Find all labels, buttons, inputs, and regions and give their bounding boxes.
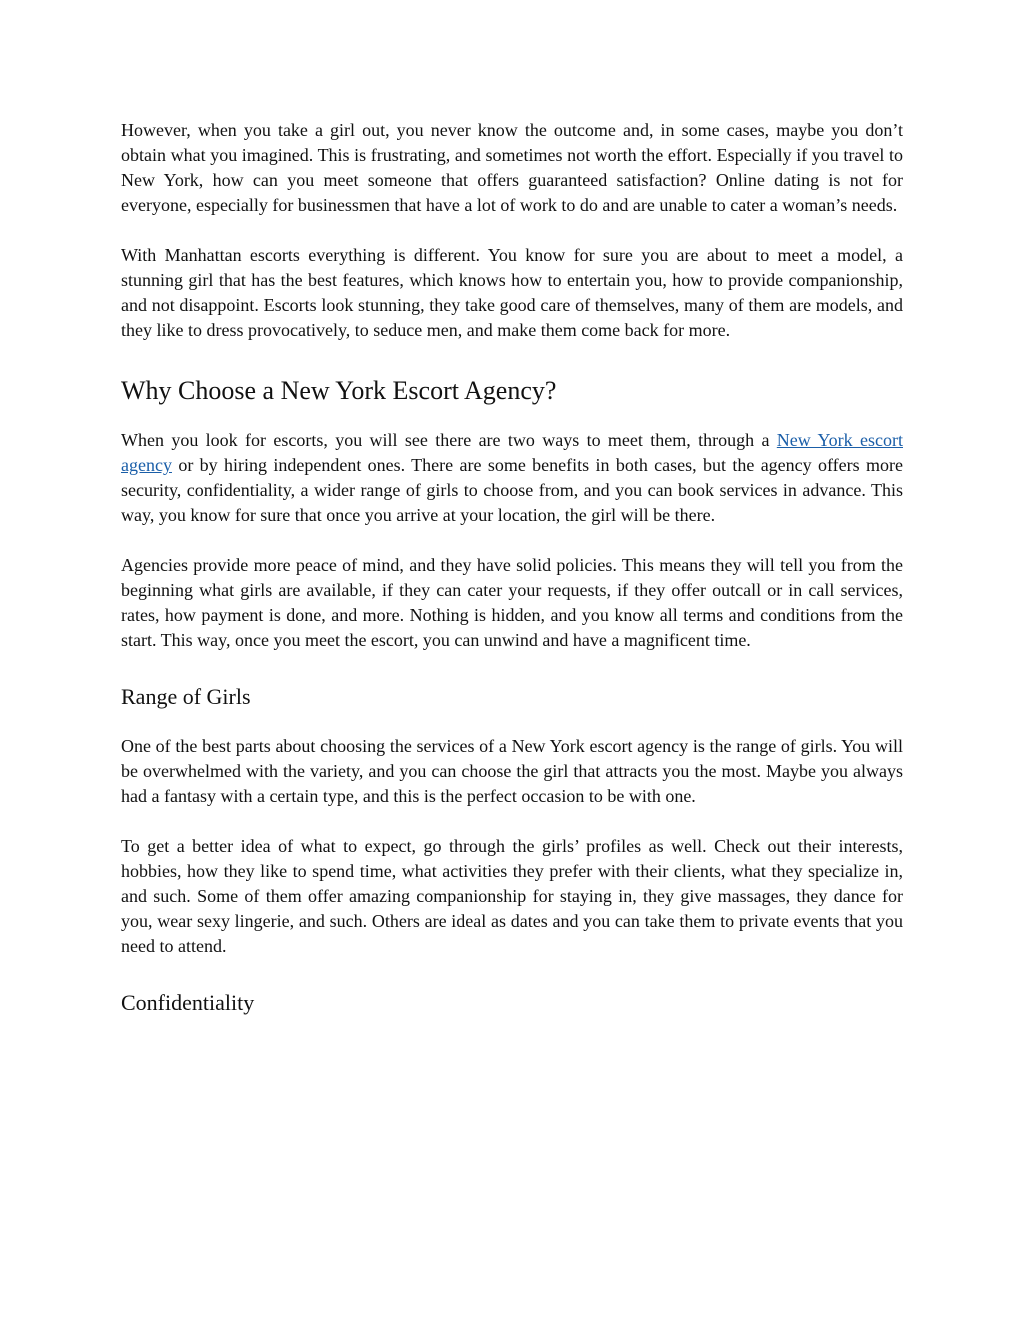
paragraph-two-ways-text-end: or by hiring independent ones. There are some benefits in both cases, but the agency offers more security, confidentiality, a wider range of girls to choose from, and you can book services in advance. This way, you know for sure that once you arrive at your location, the girl will be there. [121, 455, 903, 525]
paragraph-two-ways-text-start: When you look for escorts, you will see there are two ways to meet them, through a [121, 430, 777, 450]
document-page [121, 118, 903, 1018]
paragraph-intro: However, when you take a girl out, you never know the outcome and, in some cases, maybe you don’t obtain what you imagined. This is frustrating, and sometimes not worth the effort. Especially if you travel to New York, how can you meet someone that offers guaranteed satisfaction? Online dating is not for everyone, especially for businessmen that have a lot of work to do and are unable to cater a woman’s needs. [121, 120, 903, 215]
paragraph-agency-policies: Agencies provide more peace of mind, and they have solid policies. This means they will tell you from the beginning what girls are available, if they can cater your requests, if they offer outcall or in call services, rates, how payment is done, and more. Nothing is hidden, and you know all terms and conditions from the start. This way, once you meet the escort, you can unwind and have a magnificent time. [121, 555, 903, 650]
heading-why-choose-agency: Why Choose a New York Escort Agency? [121, 376, 557, 405]
paragraph-manhattan-escorts: With Manhattan escorts everything is different. You know for sure you are about to meet a model, a stunning girl that has the best features, which knows how to entertain you, how to provide companionship, and not disappoint. Escorts look stunning, they take good care of themselves, many of them are models, and they like to dress provocatively, to seduce men, and make them come back for more. [121, 245, 903, 340]
new-york-escort-agency-link[interactable]: New York escort agency [121, 430, 903, 475]
heading-confidentiality: Confidentiality [121, 990, 255, 1015]
paragraph-two-ways [121, 428, 903, 528]
paragraph-range-intro: One of the best parts about choosing the services of a New York escort agency is the range of girls. You will be overwhelmed with the variety, and you can choose the girl that attracts you the most. Maybe you always had a fantasy with a certain type, and this is the perfect occasion to be with one. [121, 736, 903, 806]
paragraph-profiles: To get a better idea of what to expect, go through the girls’ profiles as well. Check out their interests, hobbies, how they like to spend time, what activities they prefer with their clients, what they specialize in, and such. Some of them offer amazing companionship for staying in, they give massages, they dance for you, wear sexy lingerie, and such. Others are ideal as dates and you can take them to private events that you need to attend. [121, 836, 903, 956]
heading-range-of-girls: Range of Girls [121, 684, 251, 709]
